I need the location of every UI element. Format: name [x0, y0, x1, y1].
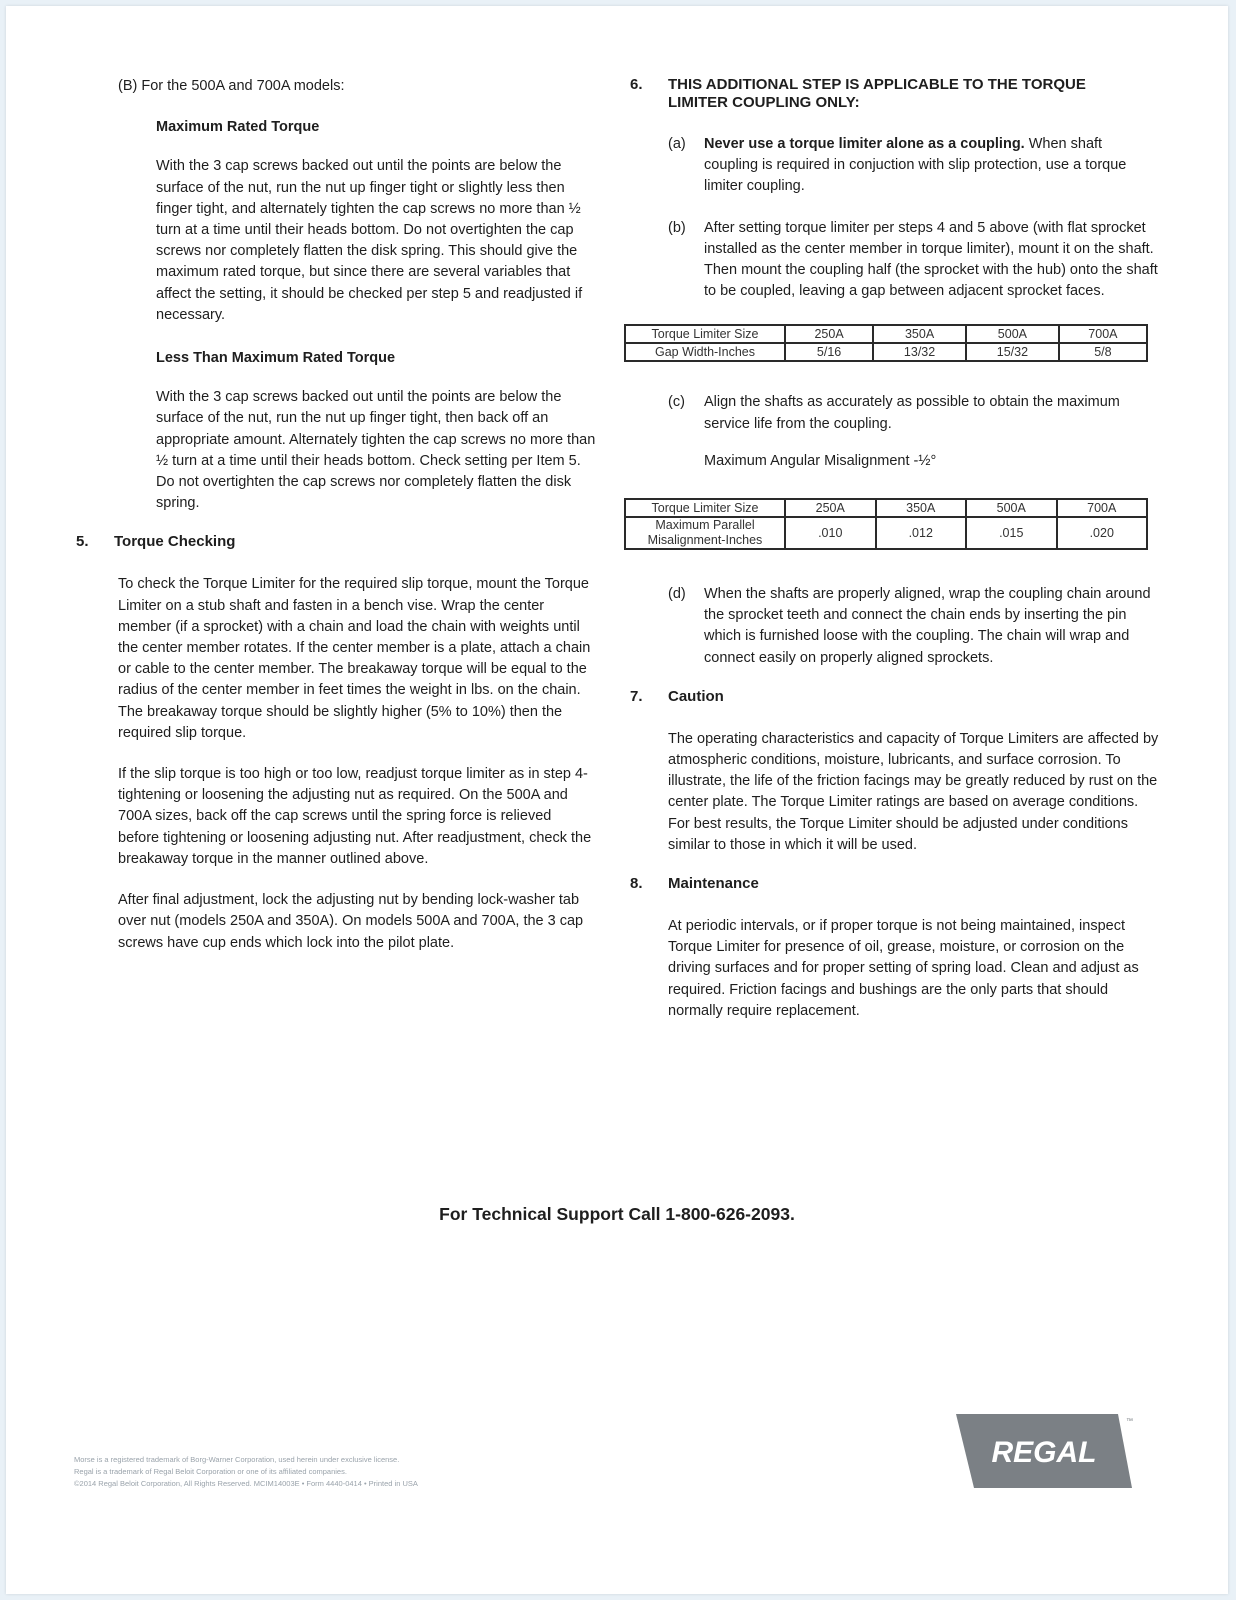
section-5-body	[118, 574, 596, 953]
legal-footer	[74, 1454, 614, 1490]
table-cell: .012	[876, 517, 967, 549]
item-6c	[668, 392, 1160, 434]
section-5-number: 5.	[76, 533, 89, 551]
table-cell: .015	[966, 517, 1057, 549]
section-8-paragraph: At periodic intervals, or if proper torque is not being maintained, inspect Torque Limiter for presence of oil, grease, moisture, or corrosion on the driving surfaces and for proper setting of spring load. Clean and adjust as required. Friction facings and bushings are the only parts that should normally require replacement.	[668, 918, 1139, 1019]
table-cell: 5/8	[1059, 343, 1147, 361]
footer-line-1: Morse is a registered trademark of Borg-Warner Corporation, used herein under exclusive license.	[74, 1455, 400, 1464]
section-7-number: 7.	[630, 687, 643, 705]
max-rated-torque-title: Maximum Rated Torque	[156, 119, 320, 136]
table-cell: 13/32	[873, 343, 966, 361]
gap-width-table	[624, 324, 1148, 362]
item-6a-label: (a)	[668, 136, 686, 152]
table-cell: .020	[1057, 517, 1148, 549]
section-8-body	[668, 916, 1160, 1022]
table-cell: 700A	[1059, 325, 1147, 343]
table-cell: Gap Width-Inches	[625, 343, 785, 361]
item-6c-label: (c)	[668, 394, 685, 411]
technical-support-line: For Technical Support Call 1-800-626-2093.	[439, 1204, 795, 1224]
table-row	[625, 325, 1147, 343]
section-7-body	[668, 729, 1160, 856]
section-5-title: Torque Checking	[114, 533, 236, 551]
table-cell: 15/32	[966, 343, 1059, 361]
table-cell: Torque Limiter Size	[625, 499, 785, 517]
item-6b-label: (b)	[668, 219, 686, 236]
parallel-misalignment-table	[624, 498, 1148, 550]
item-6d-text: When the shafts are properly aligned, wrap the coupling chain around the sprocket teeth and connect the chain ends by inserting the pin which is furnished loose with the coupling. The chain will wrap and connect easily on properly aligned sprockets.	[704, 586, 1151, 666]
item-6d-label: (d)	[668, 586, 686, 603]
table-cell: 700A	[1057, 499, 1148, 517]
item-6a-text	[704, 134, 1160, 198]
item-6d	[668, 584, 1160, 669]
section-7-title: Caution	[668, 687, 724, 705]
regal-logo	[956, 1414, 1132, 1492]
table-cell: 5/16	[785, 343, 873, 361]
section-5-paragraph-3: After final adjustment, lock the adjusting nut by bending lock-washer tab over nut (models 250A and 350A). On models 500A and 700A, the 3 cap screws have cup ends which lock into the pilot plate.	[118, 892, 584, 951]
section-6-title: THIS ADDITIONAL STEP IS APPLICABLE TO THE TORQUE LIMITER COUPLING ONLY:	[668, 76, 1086, 111]
section-7-heading	[630, 687, 1160, 707]
less-than-max-title: Less Than Maximum Rated Torque	[156, 350, 396, 367]
table-cell: .010	[785, 517, 876, 549]
section-8-title: Maintenance	[668, 875, 759, 893]
subsection-b-intro: (B) For the 500A and 700A models:	[118, 78, 345, 94]
table-cell: 350A	[876, 499, 967, 517]
document-page	[6, 6, 1228, 1594]
table-cell: 350A	[873, 325, 966, 343]
table-cell: 250A	[785, 499, 876, 517]
item-6a-body: When shaft coupling is required in conjuction with slip protection, use a torque limiter coupling.	[704, 136, 1127, 195]
table-cell: 500A	[966, 325, 1059, 343]
section-5-heading	[76, 532, 596, 552]
item-6a	[668, 134, 1160, 198]
logo-trademark: ™	[1126, 1418, 1133, 1425]
item-6c-text: Align the shafts as accurately as possible to obtain the maximum service life from the coupling.	[704, 394, 1120, 432]
right-column	[630, 76, 1160, 1022]
table-cell: 250A	[785, 325, 873, 343]
logo-text: REGAL	[991, 1436, 1097, 1469]
item-6b	[668, 218, 1160, 303]
table-cell: Maximum Parallel Misalignment-Inches	[625, 517, 785, 549]
max-rated-torque-text: With the 3 cap screws backed out until the points are below the surface of the nut, run the nut up finger tight or slightly less then finger tight, and alternately tighten the cap screws no more than ½ turn at a time until their heads bottom. Do not overtighten the cap screws nor completely flatten the disk spring. This should give the maximum rated torque, but since there are several variables that affect the setting, it should be checked per step 5 and readjusted if necessary.	[156, 158, 583, 323]
section-5-paragraph-2: If the slip torque is too high or too low, readjust torque limiter as in step 4-tightening or loosening the adjusting nut as required. On the 500A and 700A sizes, back off the cap screws until the spring force is relieved before tightening or loosening adjusting nut. After readjustment, check the breakaway torque in the manner outlined above.	[118, 766, 592, 867]
footer-line-2: Regal is a trademark of Regal Beloit Corporation or one of its affiliated companies.	[74, 1467, 347, 1476]
table-row	[625, 517, 1147, 549]
section-6-heading	[630, 76, 1160, 112]
section-5-paragraph-1: To check the Torque Limiter for the required slip torque, mount the Torque Limiter on a stub shaft and fasten in a bench vise. Wrap the center member (if a sprocket) with a chain and load the chain with weights until the center member rotates. If the center member is a plate, attach a chain or cable to the center member. The breakaway torque will be equal to the radius of the center member in feet times the weight in lbs. on the chain. The breakaway torque should be slightly higher (5% to 10%) then the required slip torque.	[118, 576, 591, 741]
item-6a-warning: Never use a torque limiter alone as a coupling.	[704, 136, 1025, 152]
table-cell: 500A	[966, 499, 1057, 517]
less-than-max-text: With the 3 cap screws backed out until the points are below the surface of the nut, run the nut up finger tight, then back off an appropriate amount. Alternately tighten the cap screws no more than ½ turn at a time until their heads bottom. Check setting per Item 5. Do not overtighten the cap screws nor completely flatten the disk spring.	[156, 389, 596, 512]
table-row	[625, 343, 1147, 361]
table-cell: Torque Limiter Size	[625, 325, 785, 343]
section-8-number: 8.	[630, 875, 643, 893]
section-8-heading	[630, 874, 1160, 894]
item-6b-text: After setting torque limiter per steps 4 and 5 above (with flat sprocket installed as the center member in torque limiter), mount it on the shaft. Then mount the coupling half (the sprocket with the hub) onto the shaft to be coupled, leaving a gap between adjacent sprocket faces.	[704, 219, 1158, 300]
section-7-paragraph: The operating characteristics and capacity of Torque Limiters are affected by atmospheric conditions, moisture, lubricants, and surface corrosion. To illustrate, the life of the friction facings may be greatly reduced by rust on the center plate. The Torque Limiter ratings are based on average conditions. For best results, the Torque Limiter should be adjusted under conditions similar to those in which it will be used.	[668, 730, 1159, 853]
table-row	[625, 499, 1147, 517]
left-column	[76, 76, 596, 954]
angular-misalignment-note: Maximum Angular Misalignment -½°	[704, 452, 937, 469]
section-6-number: 6.	[630, 76, 643, 93]
footer-line-3: ©2014 Regal Beloit Corporation, All Rights Reserved. MCIM14003E • Form 4440-0414 • Printed in USA	[74, 1479, 418, 1488]
